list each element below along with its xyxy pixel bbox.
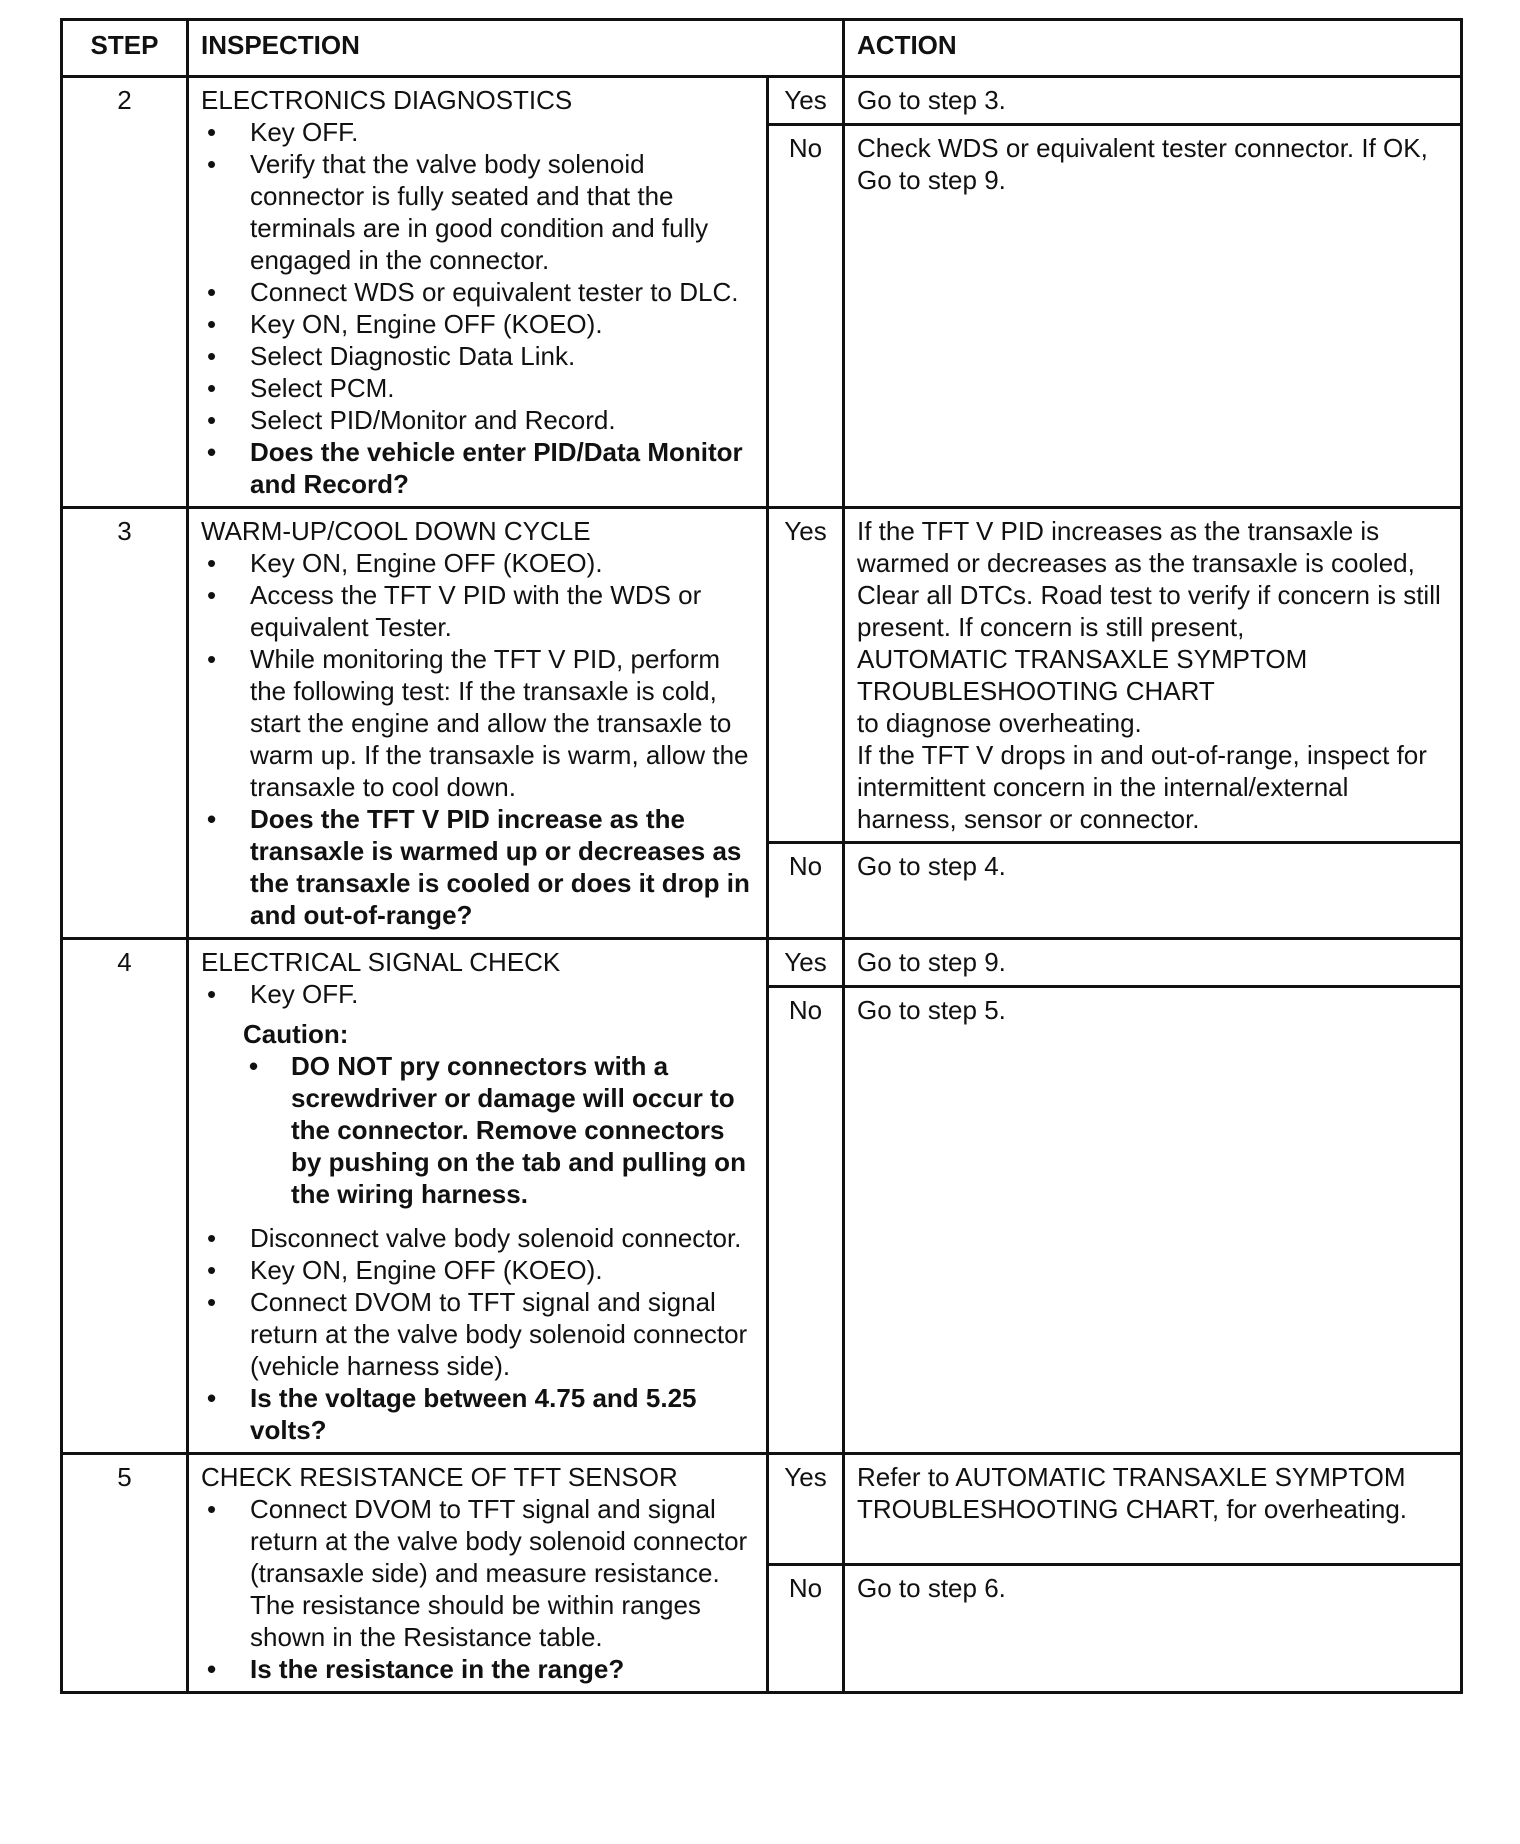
caution-block <box>243 1018 756 1210</box>
bullet-icon: • <box>207 149 217 179</box>
inspection-title: ELECTRICAL SIGNAL CHECK <box>201 947 561 977</box>
no-action: Check WDS or equivalent tester connector. If OK, Go to step 9. <box>844 125 1462 508</box>
step-3-yes-row <box>62 508 1462 843</box>
bullet-icon: • <box>207 1287 217 1317</box>
list-item: • Select PID/Monitor and Record. <box>207 405 616 435</box>
bullet-icon: • <box>207 1494 217 1524</box>
yes-action: Go to step 9. <box>844 939 1462 987</box>
no-label: No <box>768 987 844 1454</box>
caution-label: Caution: <box>243 1019 349 1049</box>
bullet-icon: • <box>207 580 217 610</box>
yes-action: Refer to AUTOMATIC TRANSAXLE SYMPTOM TROUBLESHOOTING CHART, for overheating. <box>844 1454 1462 1565</box>
inspection-question: • Does the vehicle enter PID/Data Monitor and Record? <box>207 437 743 499</box>
inspection-cell <box>188 77 768 508</box>
bullet-icon: • <box>207 1223 217 1253</box>
list-item: • Select Diagnostic Data Link. <box>207 341 576 371</box>
no-action: Go to step 6. <box>844 1565 1462 1693</box>
header-row <box>62 20 1462 77</box>
bullet-icon: • <box>207 373 217 403</box>
yes-label: Yes <box>768 1454 844 1565</box>
step-number: 5 <box>62 1454 188 1693</box>
yes-label: Yes <box>768 77 844 125</box>
bullet-icon: • <box>249 1051 259 1081</box>
list-item: • Connect WDS or equivalent tester to DLC. <box>207 277 739 307</box>
no-label: No <box>768 843 844 939</box>
inspection-title: WARM-UP/COOL DOWN CYCLE <box>201 516 591 546</box>
no-action: Go to step 5. <box>844 987 1462 1454</box>
header-step: STEP <box>62 20 188 77</box>
list-item: • While monitoring the TFT V PID, perform the following test: If the transaxle is cold, start the engine and allow the transaxle to warm up. If the transaxle is warm, allow the transaxle to cool down. <box>207 644 749 802</box>
no-label: No <box>768 1565 844 1693</box>
step-number: 2 <box>62 77 188 508</box>
list-item: • Verify that the valve body solenoid connector is fully seated and that the terminals are in good condition and fully engaged in the connector. <box>207 149 709 275</box>
list-item: • Disconnect valve body solenoid connector. <box>207 1223 742 1253</box>
no-label: No <box>768 125 844 508</box>
step-2-yes-row <box>62 77 1462 125</box>
list-item: • Connect DVOM to TFT signal and signal return at the valve body solenoid connector (vehicle harness side). <box>207 1287 748 1381</box>
inspection-steps <box>201 547 756 931</box>
yes-action: Go to step 3. <box>844 77 1462 125</box>
list-item: • Key OFF. <box>207 117 359 147</box>
bullet-icon: • <box>207 804 217 834</box>
inspection-title: ELECTRONICS DIAGNOSTICS <box>201 85 573 115</box>
bullet-icon: • <box>207 1255 217 1285</box>
inspection-steps <box>201 116 756 500</box>
bullet-icon: • <box>207 644 217 674</box>
caution-text: • DO NOT pry connectors with a screwdriver or damage will occur to the connector. Remove connectors by pushing on the tab and pulling on the wiring harness. <box>249 1051 746 1209</box>
inspection-question: • Is the voltage between 4.75 and 5.25 volts? <box>207 1383 697 1445</box>
inspection-title: CHECK RESISTANCE OF TFT SENSOR <box>201 1462 678 1492</box>
bullet-icon: • <box>207 341 217 371</box>
list-item: • Key ON, Engine OFF (KOEO). <box>207 548 603 578</box>
list-item: • Key OFF. <box>207 979 359 1009</box>
header-action: ACTION <box>844 20 1462 77</box>
list-item: • Key ON, Engine OFF (KOEO). <box>207 1255 603 1285</box>
bullet-icon: • <box>207 1383 217 1413</box>
bullet-icon: • <box>207 437 217 467</box>
list-item: • Select PCM. <box>207 373 395 403</box>
header-inspection: INSPECTION <box>188 20 844 77</box>
inspection-question: • Does the TFT V PID increase as the transaxle is warmed up or decreases as the transaxle is cooled or does it drop in and out-of-range? <box>207 804 750 930</box>
list-item: • Access the TFT V PID with the WDS or equivalent Tester. <box>207 580 702 642</box>
bullet-icon: • <box>207 405 217 435</box>
step-4-yes-row <box>62 939 1462 987</box>
troubleshooting-table <box>60 18 1463 1694</box>
step-number: 3 <box>62 508 188 939</box>
list-item: • Connect DVOM to TFT signal and signal return at the valve body solenoid connector (transaxle side) and measure resistance. The resistance should be within ranges shown in the Resistance table. <box>207 1494 748 1652</box>
bullet-icon: • <box>207 979 217 1009</box>
bullet-icon: • <box>207 1654 217 1684</box>
bullet-icon: • <box>207 277 217 307</box>
inspection-steps <box>201 1493 756 1685</box>
bullet-icon: • <box>207 548 217 578</box>
bullet-icon: • <box>207 117 217 147</box>
inspection-question: • Is the resistance in the range? <box>207 1654 625 1684</box>
yes-label: Yes <box>768 939 844 987</box>
yes-label: Yes <box>768 508 844 843</box>
inspection-cell <box>188 1454 768 1693</box>
no-action: Go to step 4. <box>844 843 1462 939</box>
inspection-steps <box>201 978 756 1010</box>
bullet-icon: • <box>207 309 217 339</box>
yes-action: If the TFT V PID increases as the transaxle is warmed or decreases as the transaxle is cooled, Clear all DTCs. Road test to verify if concern is still present. If concern is still present, AUTOMATIC TRANSAXLE SYMPTOM TROUBLESHOOTING CHART to diagnose overheating. If the TFT V drops in and out-of-range, inspect for intermittent concern in the internal/external harness, sensor or connector. <box>844 508 1462 843</box>
inspection-cell <box>188 939 768 1454</box>
step-number: 4 <box>62 939 188 1454</box>
step-5-yes-row <box>62 1454 1462 1565</box>
inspection-steps <box>201 1222 756 1446</box>
inspection-cell <box>188 508 768 939</box>
list-item: • Key ON, Engine OFF (KOEO). <box>207 309 603 339</box>
